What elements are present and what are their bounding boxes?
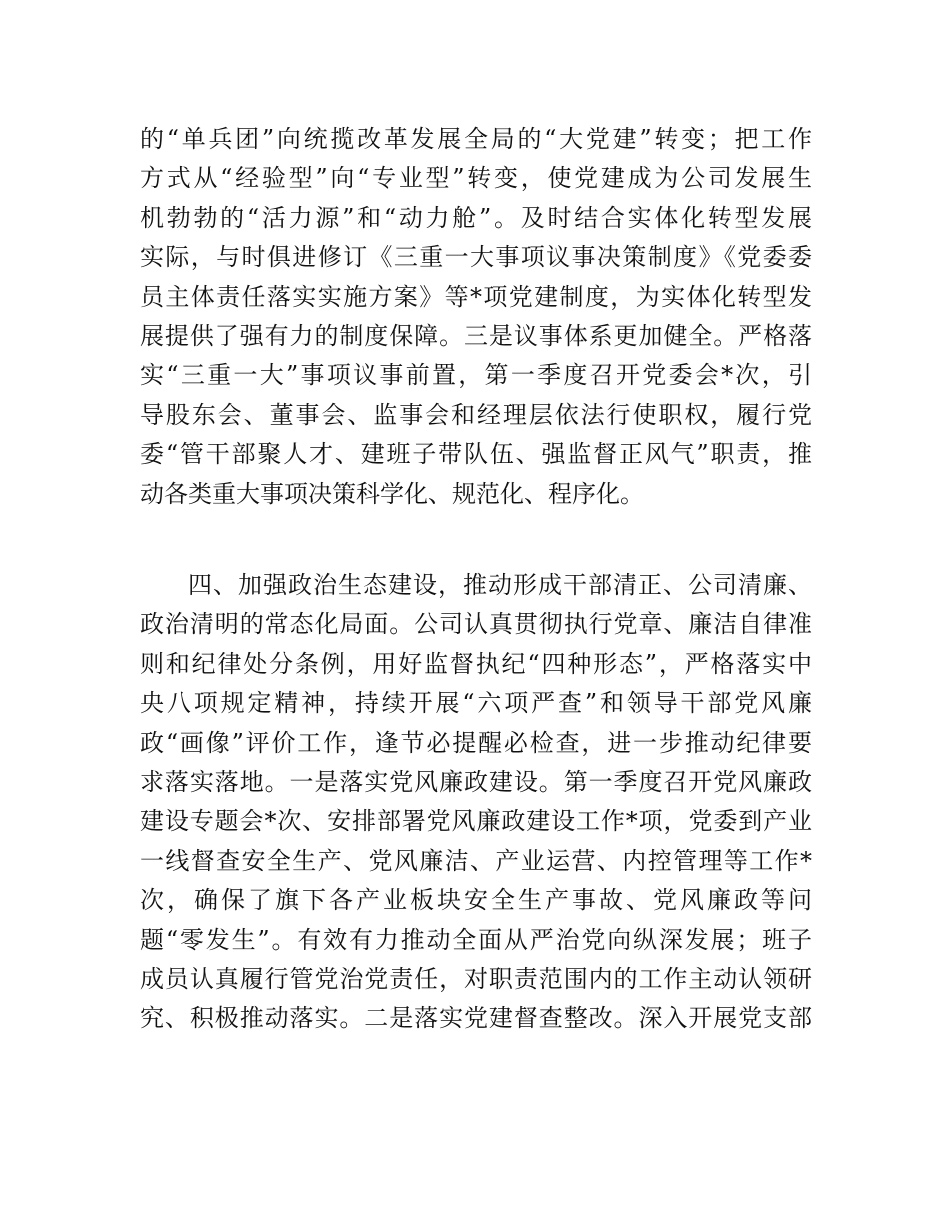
text-line: 委“管干部聚人才、建班子带队伍、强监督正风气”职责，推 <box>140 440 812 469</box>
text-line: 四、加强政治生态建设，推动形成干部清正、公司清廉、 <box>188 571 812 599</box>
text-line: 员主体责任落实实施方案》等*项党建制度，为实体化转型发 <box>140 282 812 311</box>
paragraph-2 <box>140 566 812 1039</box>
text-line: 建设专题会*次、安排部署党风廉政建设工作*项，党委到产业 <box>140 807 812 836</box>
text-line: 究、积极推动落实。二是落实党建督查整改。深入开展党支部 <box>140 1004 812 1033</box>
text-line: 展提供了强有力的制度保障。三是议事体系更加健全。严格落 <box>140 321 812 350</box>
text-line: 成员认真履行管党治党责任，对职责范围内的工作主动认领研 <box>140 964 812 993</box>
text-line: 实际，与时俱进修订《三重一大事项议事决策制度》《党委委 <box>140 243 812 272</box>
text-line: 导股东会、董事会、监事会和经理层依法行使职权，履行党 <box>140 400 812 429</box>
text-line: 政治清明的常态化局面。公司认真贯彻执行党章、廉洁自律准 <box>140 610 812 639</box>
text-line: 方式从“经验型”向“专业型”转变，使党建成为公司发展生 <box>140 164 812 193</box>
text-line: 机勃勃的“活力源”和“动力舱”。及时结合实体化转型发展 <box>140 203 812 232</box>
text-line: 求落实落地。一是落实党风廉政建设。第一季度召开党风廉政 <box>140 767 812 796</box>
paragraph-1 <box>140 120 812 514</box>
text-line: 央八项规定精神，持续开展“六项严查”和领导干部党风廉 <box>140 689 812 718</box>
text-line: 题“零发生”。有效有力推动全面从严治党向纵深发展；班子 <box>140 925 812 954</box>
text-line: 一线督查安全生产、党风廉洁、产业运营、内控管理等工作* <box>140 846 812 875</box>
text-line: 则和纪律处分条例，用好监督执纪“四种形态”，严格落实中 <box>140 649 812 678</box>
text-line: 次，确保了旗下各产业板块安全生产事故、党风廉政等问 <box>140 886 812 915</box>
text-line: 政“画像”评价工作，逢节必提醒必检查，进一步推动纪律要 <box>140 728 812 757</box>
text-line: 动各类重大事项决策科学化、规范化、程序化。 <box>140 479 644 508</box>
text-line: 实“三重一大”事项议事前置，第一季度召开党委会*次，引 <box>140 361 812 390</box>
text-line: 的“单兵团”向统揽改革发展全局的“大党建”转变；把工作 <box>140 125 812 153</box>
